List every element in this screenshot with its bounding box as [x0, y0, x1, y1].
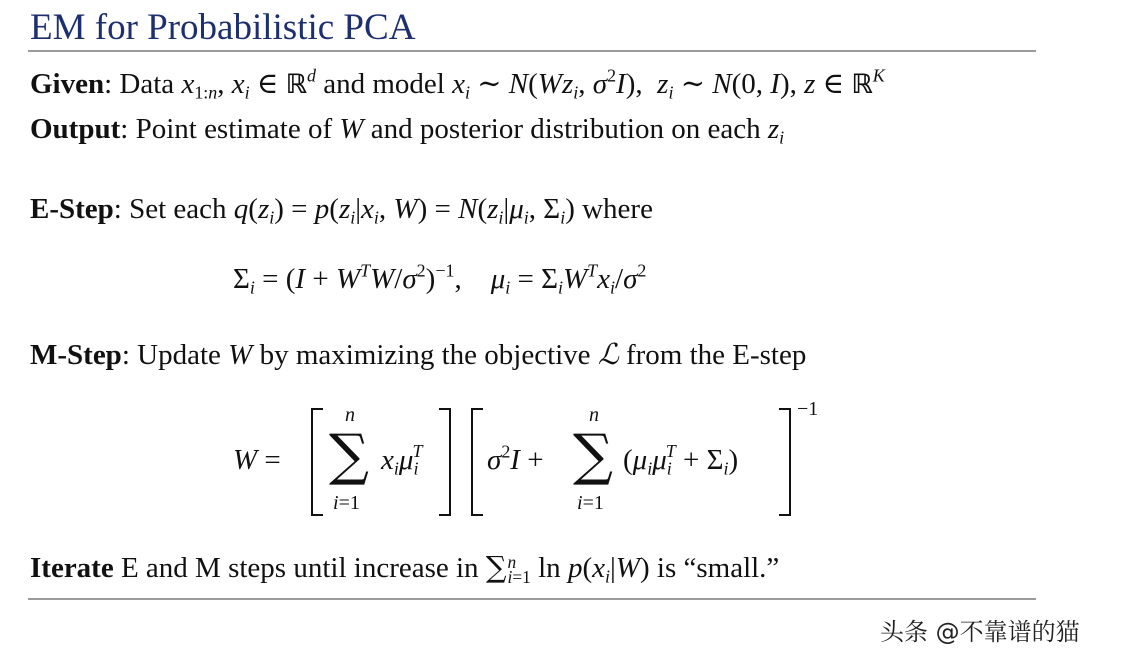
given-text-b: and model: [315, 68, 453, 100]
mstep-label: M-Step: [30, 339, 122, 371]
bottom-divider: [28, 598, 1036, 600]
mstep-text-b: by maximizing the objective: [252, 339, 598, 371]
given-text-d: ,: [789, 68, 805, 100]
mstep-text: : Update: [121, 339, 229, 371]
estep-line: E-Step: Set each $q(z_i) = p(z_i|x_i$, $W) = N(z_i|\mu_i$, $\Sigma_i$) where: [30, 193, 653, 228]
given-text-a: : Data: [104, 68, 182, 100]
page-title: EM for Probabilistic PCA: [30, 7, 416, 48]
iterate-text: E and M steps until increase in: [113, 552, 486, 584]
given-text-c: ,: [635, 68, 650, 100]
output-label: Output: [30, 113, 121, 145]
left-bracket-open: [311, 408, 323, 516]
output-text: : Point estimate of: [120, 113, 340, 145]
mstep-equation: W = n ∑ i=1 $x_i\mu_i^T$ $\sigma^2I$ + n ∑ i=1 $(\mu_i\mu_i^T + \Sigma_i)$ −1: [233, 398, 819, 514]
given-line: Given: Data $x_{1:n}$, $x_i$ ∈ ℝ$^d$ and model $x_i$ ∼ $N(Wz_i$, $\sigma^2I$), $z_i$ ∼ N(0, I), z ∈ ℝ$^K$: [30, 65, 885, 103]
output-line: Output: Point estimate of W and posterior distribution on each $z_i$: [30, 113, 785, 148]
estep-text-b: where: [574, 193, 653, 225]
iterate-text-b: is “small.”: [649, 552, 780, 584]
right-bracket-close: [779, 408, 791, 516]
mstep-text-c: from the E-step: [618, 339, 807, 371]
iterate-label: Iterate: [30, 552, 114, 584]
estep-equation: $\Sigma_i = (I + W^TW/\sigma^2)^{-1}$, $\mu_i = \Sigma_iW^Tx_i/\sigma^2$: [233, 260, 647, 298]
iterate-line: Iterate E and M steps until increase in ∑n i=1 $\ln p(x_i|W)$ is “small.”: [30, 550, 780, 588]
top-divider: [28, 50, 1036, 52]
estep-label: E-Step: [30, 193, 114, 225]
given-label: Given: [30, 68, 105, 100]
left-bracket-close: [439, 408, 451, 516]
watermark-text: 头条 @不靠谱的猫: [880, 618, 1080, 646]
output-text-b: and posterior distribution on each: [363, 113, 768, 145]
right-bracket-open: [471, 408, 483, 516]
mstep-line: M-Step: Update W by maximizing the objective ℒ from the E-step: [30, 337, 807, 371]
estep-text: : Set each: [113, 193, 234, 225]
